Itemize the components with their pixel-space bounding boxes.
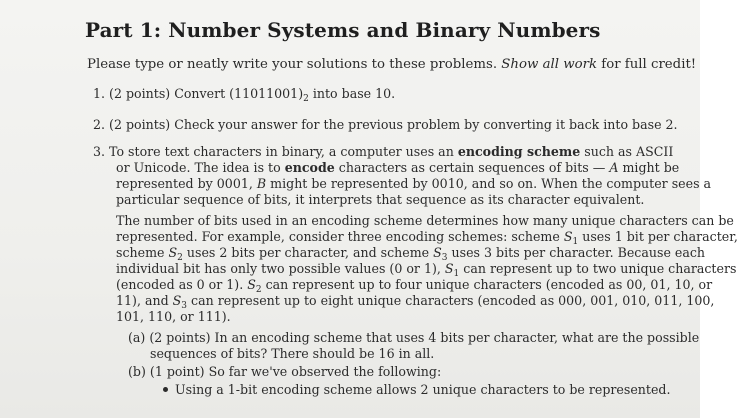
question-3a-text: sequences of bits? There should be 16 in all. xyxy=(150,346,435,361)
q3-p2-text: 11), and xyxy=(116,293,169,308)
question-3-p2-line-7 xyxy=(116,309,231,324)
question-3a-text: (2 points) In an encoding scheme that uses 4 bits per character, what are the possible xyxy=(149,330,700,345)
question-3a-label: (a) xyxy=(128,330,146,345)
question-2-number: 2. xyxy=(93,117,106,132)
q3-p2-text: The number of bits used in an encoding scheme determines how many unique characters can be xyxy=(116,213,734,228)
q3-term-encoding-scheme: encoding scheme xyxy=(457,144,581,159)
scheme-s2-sub: 2 xyxy=(177,253,183,263)
instructions-emphasis: Show all work xyxy=(501,57,598,72)
scheme-s3-sub: 3 xyxy=(181,301,188,311)
q3-p2-text: can represent up to two unique characters xyxy=(463,261,737,276)
instructions xyxy=(87,57,696,72)
scheme-s1-sub: 1 xyxy=(572,237,579,247)
question-3-p2-line-4 xyxy=(116,261,737,279)
question-3-number: 3. xyxy=(93,144,106,159)
q3-p2-text: uses 1 bit per character, xyxy=(582,229,738,244)
q3-p2-text: scheme xyxy=(116,245,165,260)
question-3-p2-line-3 xyxy=(116,245,706,263)
q3-p2-text: 101, 110, or 111). xyxy=(116,309,231,324)
question-3b-line-1 xyxy=(128,364,441,379)
question-1-text-end: into base 10. xyxy=(312,86,396,101)
q3-p2-text: uses 2 bits per character, and scheme xyxy=(186,245,430,260)
scheme-s1-sub: 1 xyxy=(453,269,460,279)
question-3-p2-line-1 xyxy=(116,213,734,228)
q3-p1-text: represented by 0001, xyxy=(116,176,253,191)
q3-var-a: A xyxy=(609,160,619,175)
question-3-p2-line-6 xyxy=(116,293,715,311)
q3-p1-text: characters as certain sequences of bits — xyxy=(338,160,606,175)
question-3a-line-1 xyxy=(128,330,699,345)
scheme-s1: S xyxy=(444,261,454,276)
page-title: Part 1: Number Systems and Binary Numbers xyxy=(85,18,601,42)
question-2-text: (2 points) Check your answer for the previous problem by converting it back into base 2. xyxy=(109,117,678,132)
question-3b-label: (b) xyxy=(128,364,146,379)
scheme-s3-sub: 3 xyxy=(441,253,448,263)
question-3-line-4 xyxy=(116,192,644,207)
question-3-line-1 xyxy=(93,144,673,159)
q3-p1-text: or Unicode. The idea is to xyxy=(116,160,281,175)
q3-var-b: B xyxy=(256,176,267,191)
q3-p2-text: individual bit has only two possible values (0 or 1), xyxy=(116,261,441,276)
q3-p1-text: To store text characters in binary, a computer uses an xyxy=(109,144,454,159)
scheme-s3: S xyxy=(172,293,182,308)
question-2 xyxy=(93,117,678,132)
scheme-s2-sub: 2 xyxy=(255,285,262,295)
question-3b-bullet-1 xyxy=(175,382,670,397)
q3-p1-text: particular sequence of bits, it interprets that sequence as its character equivalent. xyxy=(116,192,645,207)
q3-p1-text: might be xyxy=(622,160,680,175)
instructions-prefix: Please type or neatly write your solutions to these problems. xyxy=(87,57,498,72)
question-1-number: 1. xyxy=(93,86,106,101)
scheme-s3: S xyxy=(433,245,442,260)
question-1 xyxy=(93,86,396,104)
q3-p2-text: uses 3 bits per character. Because each xyxy=(451,245,706,260)
q3-p1-text: such as ASCII xyxy=(584,144,674,159)
question-3a-line-2 xyxy=(150,346,434,361)
instructions-suffix: for full credit! xyxy=(601,57,697,72)
question-3-line-3 xyxy=(116,176,711,191)
question-3b-text: (1 point) So far we've observed the following: xyxy=(149,364,442,379)
scheme-s1: S xyxy=(563,229,573,244)
q3-p1-text: might be represented by 0010, and so on. When the computer sees a xyxy=(270,176,712,191)
scheme-s2: S xyxy=(168,245,178,260)
q3-p2-text: can represent up to four unique characters (encoded as 00, 01, 10, or xyxy=(265,277,713,292)
question-3-p2-line-2 xyxy=(116,229,738,247)
q3-p2-text: can represent up to eight unique characters (encoded as 000, 001, 010, 011, 100, xyxy=(191,293,715,308)
question-1-subscript: 2 xyxy=(303,94,309,104)
q3-p2-text: represented. For example, consider three encoding schemes: scheme xyxy=(116,229,560,244)
question-3-line-2 xyxy=(116,160,679,175)
scheme-s2: S xyxy=(247,277,256,292)
question-3b-bullet-text: Using a 1-bit encoding scheme allows 2 unique characters to be represented. xyxy=(175,382,671,397)
question-1-text: (2 points) Convert (11011001) xyxy=(109,86,304,101)
q3-term-encode: encode xyxy=(284,160,335,175)
bullet-icon xyxy=(163,387,168,392)
question-3-p2-line-5 xyxy=(116,277,713,295)
q3-p2-text: (encoded as 0 or 1). xyxy=(116,277,244,292)
